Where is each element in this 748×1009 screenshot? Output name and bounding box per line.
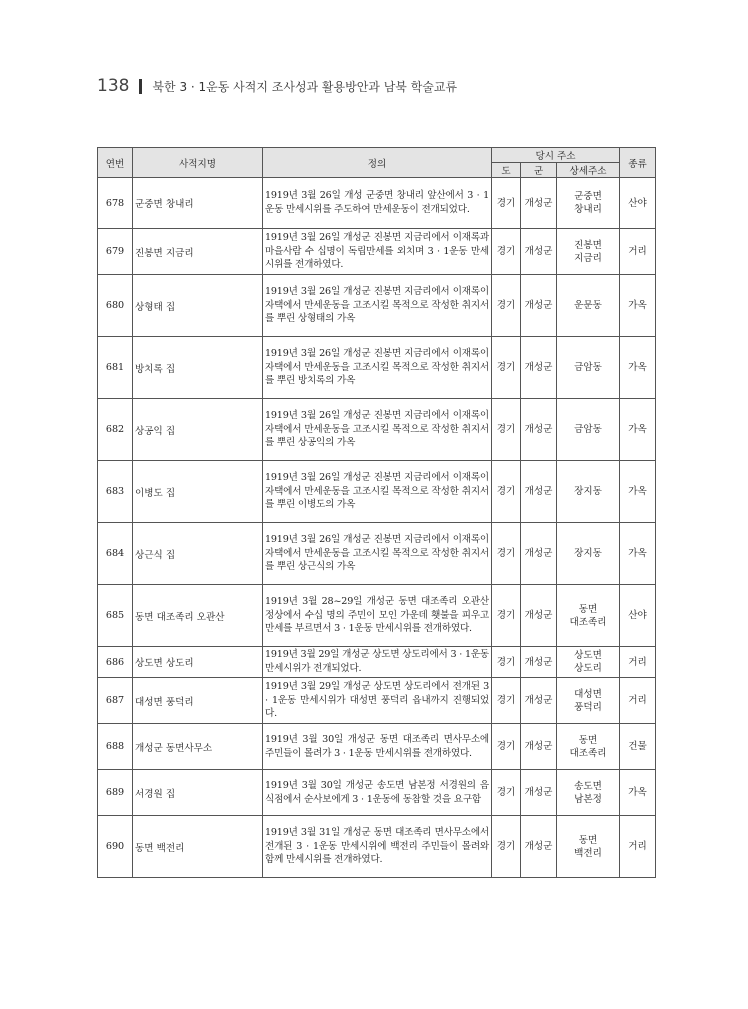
cell-do: 경기 xyxy=(492,523,521,585)
cell-type: 거리 xyxy=(620,229,656,275)
cell-definition: 1919년 3월 26일 개성 군중면 창내리 앞산에서 3 · 1운동 만세시위를 주도하여 만세운동이 전개되었다. xyxy=(263,178,492,229)
col-header-detail: 상세주소 xyxy=(557,163,620,178)
cell-no: 681 xyxy=(98,337,133,399)
cell-detail xyxy=(557,678,620,724)
table-row xyxy=(98,178,656,229)
cell-definition: 1919년 3월 26일 개성군 진봉면 지금리에서 이재록이 자택에서 만세운동을 고조시킬 목적으로 작성한 취지서를 뿌린 상공익의 가옥 xyxy=(263,399,492,461)
table-header xyxy=(98,148,656,178)
cell-no: 680 xyxy=(98,275,133,337)
cell-definition: 1919년 3월 26일 개성군 진봉면 지금리에서 이재록이 자택에서 만세운동을 고조시킬 목적으로 작성한 취지서를 뿌린 이병도의 가옥 xyxy=(263,461,492,523)
cell-detail xyxy=(557,523,620,585)
cell-type: 가옥 xyxy=(620,461,656,523)
cell-type: 산야 xyxy=(620,585,656,647)
cell-detail xyxy=(557,229,620,275)
cell-definition: 1919년 3월 30일 개성군 동면 대조족리 면사무소에 주민들이 몰려가 3 · 1운동 만세시위를 전개하였다. xyxy=(263,724,492,770)
cell-name: 동면 대조족리 오관산 xyxy=(133,585,263,647)
cell-type: 가옥 xyxy=(620,275,656,337)
cell-no: 684 xyxy=(98,523,133,585)
cell-type: 가옥 xyxy=(620,770,656,816)
cell-name: 개성군 동면사무소 xyxy=(133,724,263,770)
detail-line-2: 백전리 xyxy=(574,847,602,859)
cell-gun: 개성군 xyxy=(521,678,557,724)
cell-do: 경기 xyxy=(492,585,521,647)
cell-type: 가옥 xyxy=(620,337,656,399)
cell-name: 상공익 집 xyxy=(133,399,263,461)
table-row xyxy=(98,678,656,724)
page-header xyxy=(97,74,457,98)
cell-gun: 개성군 xyxy=(521,816,557,878)
col-header-type: 종류 xyxy=(620,148,656,178)
cell-name: 상형태 집 xyxy=(133,275,263,337)
detail-line-2: 상도리 xyxy=(574,663,602,674)
cell-no: 688 xyxy=(98,724,133,770)
cell-definition: 1919년 3월 29일 개성군 상도면 상도리에서 전개된 3 · 1운동 만세시위가 대성면 풍덕리 읍내까지 진행되었다. xyxy=(263,678,492,724)
header-separator xyxy=(139,79,142,94)
cell-no: 689 xyxy=(98,770,133,816)
running-title: 북한 3 · 1운동 사적지 조사성과 활용방안과 남북 학술교류 xyxy=(152,79,458,94)
cell-gun: 개성군 xyxy=(521,399,557,461)
cell-detail xyxy=(557,816,620,878)
cell-gun: 개성군 xyxy=(521,647,557,678)
cell-detail xyxy=(557,585,620,647)
cell-type: 거리 xyxy=(620,678,656,724)
cell-gun: 개성군 xyxy=(521,585,557,647)
cell-no: 678 xyxy=(98,178,133,229)
cell-no: 690 xyxy=(98,816,133,878)
cell-name: 이병도 집 xyxy=(133,461,263,523)
cell-detail xyxy=(557,770,620,816)
cell-do: 경기 xyxy=(492,678,521,724)
cell-do: 경기 xyxy=(492,229,521,275)
col-header-definition: 정의 xyxy=(263,148,492,178)
detail-line-1: 장지동 xyxy=(574,548,602,559)
cell-gun: 개성군 xyxy=(521,724,557,770)
detail-line-2: 남본정 xyxy=(574,793,602,805)
cell-gun: 개성군 xyxy=(521,178,557,229)
detail-line-1: 운문동 xyxy=(574,300,602,311)
detail-line-1: 금암동 xyxy=(574,362,602,373)
cell-detail xyxy=(557,275,620,337)
cell-name: 상도면 상도리 xyxy=(133,647,263,678)
table-row xyxy=(98,275,656,337)
detail-line-1: 장지동 xyxy=(574,486,602,497)
page-number: 138 xyxy=(97,76,130,96)
cell-detail xyxy=(557,647,620,678)
cell-detail xyxy=(557,724,620,770)
cell-no: 687 xyxy=(98,678,133,724)
detail-line-1: 금암동 xyxy=(574,424,602,435)
cell-gun: 개성군 xyxy=(521,770,557,816)
cell-type: 가옥 xyxy=(620,399,656,461)
detail-line-1: 상도면 xyxy=(574,650,602,661)
detail-line-1: 송도면 xyxy=(574,780,602,792)
table-body xyxy=(98,178,656,878)
cell-gun: 개성군 xyxy=(521,229,557,275)
detail-line-2: 창내리 xyxy=(574,204,602,215)
cell-detail xyxy=(557,399,620,461)
cell-do: 경기 xyxy=(492,647,521,678)
detail-line-1: 동면 xyxy=(578,603,598,615)
cell-gun: 개성군 xyxy=(521,523,557,585)
cell-detail xyxy=(557,178,620,229)
cell-name: 서경원 집 xyxy=(133,770,263,816)
col-header-gun: 군 xyxy=(521,163,557,178)
cell-definition: 1919년 3월 26일 개성군 진봉면 지금리에서 이재록과 마을사람 수 십명이 독립만세를 외치며 3 · 1운동 만세시위를 전개하였다. xyxy=(263,229,492,275)
cell-no: 686 xyxy=(98,647,133,678)
cell-detail xyxy=(557,337,620,399)
cell-do: 경기 xyxy=(492,816,521,878)
table-row xyxy=(98,337,656,399)
cell-detail xyxy=(557,461,620,523)
detail-line-1: 동면 xyxy=(578,734,598,746)
table-row xyxy=(98,461,656,523)
cell-do: 경기 xyxy=(492,275,521,337)
table-row xyxy=(98,229,656,275)
table-row xyxy=(98,399,656,461)
cell-do: 경기 xyxy=(492,399,521,461)
detail-line-2: 대조족리 xyxy=(569,616,607,628)
detail-line-1: 대성면 xyxy=(574,688,602,700)
cell-type: 가옥 xyxy=(620,523,656,585)
cell-definition: 1919년 3월 28~29일 개성군 동면 대조족리 오관산 정상에서 수십 명의 주민이 모인 가운데 횃불을 피우고 만세를 부르면서 3 · 1운동 만세시위를 전개하였다. xyxy=(263,585,492,647)
table-row xyxy=(98,770,656,816)
detail-line-1: 군중면 xyxy=(574,191,602,202)
cell-do: 경기 xyxy=(492,724,521,770)
cell-definition: 1919년 3월 31일 개성군 동면 대조족리 면사무소에서 전개된 3 · 1운동 만세시위에 백전리 주민들이 몰려와 함께 만세시위를 전개하였다. xyxy=(263,816,492,878)
detail-line-2: 지금리 xyxy=(574,252,602,264)
detail-line-2: 대조족리 xyxy=(569,747,607,759)
cell-name: 진봉면 지금리 xyxy=(133,229,263,275)
table-row xyxy=(98,816,656,878)
cell-name: 대성면 풍덕리 xyxy=(133,678,263,724)
col-header-do: 도 xyxy=(492,163,521,178)
cell-type: 건물 xyxy=(620,724,656,770)
cell-do: 경기 xyxy=(492,337,521,399)
cell-definition: 1919년 3월 26일 개성군 진봉면 지금리에서 이재록이 자택에서 만세운동을 고조시킬 목적으로 작성한 취지서를 뿌린 상형태의 가옥 xyxy=(263,275,492,337)
cell-name: 상근식 집 xyxy=(133,523,263,585)
detail-line-2: 풍덕리 xyxy=(574,701,602,713)
cell-name: 군중면 창내리 xyxy=(133,178,263,229)
cell-type: 거리 xyxy=(620,816,656,878)
cell-definition: 1919년 3월 26일 개성군 진봉면 지금리에서 이재록이 자택에서 만세운동을 고조시킬 목적으로 작성한 취지서를 뿌린 방치록의 가옥 xyxy=(263,337,492,399)
cell-name: 동면 백전리 xyxy=(133,816,263,878)
cell-definition: 1919년 3월 29일 개성군 상도면 상도리에서 3 · 1운동 만세시위가 전개되었다. xyxy=(263,647,492,678)
cell-gun: 개성군 xyxy=(521,461,557,523)
cell-gun: 개성군 xyxy=(521,337,557,399)
col-header-name: 사적지명 xyxy=(133,148,263,178)
cell-type: 거리 xyxy=(620,647,656,678)
cell-do: 경기 xyxy=(492,770,521,816)
cell-no: 679 xyxy=(98,229,133,275)
cell-definition: 1919년 3월 30일 개성군 송도면 남본정 서경원의 음식점에서 순사보에게 3 · 1운동에 동참할 것을 요구함 xyxy=(263,770,492,816)
cell-no: 682 xyxy=(98,399,133,461)
cell-gun: 개성군 xyxy=(521,275,557,337)
cell-do: 경기 xyxy=(492,461,521,523)
cell-no: 683 xyxy=(98,461,133,523)
detail-line-1: 동면 xyxy=(578,834,598,846)
table-row xyxy=(98,647,656,678)
cell-definition: 1919년 3월 26일 개성군 진봉면 지금리에서 이재록이 자택에서 만세운동을 고조시킬 목적으로 작성한 취지서를 뿌린 상근식의 가옥 xyxy=(263,523,492,585)
table-row xyxy=(98,585,656,647)
cell-do: 경기 xyxy=(492,178,521,229)
table-row xyxy=(98,724,656,770)
table-row xyxy=(98,523,656,585)
col-header-address-group: 당시 주소 xyxy=(492,148,620,163)
detail-line-1: 진봉면 xyxy=(574,239,602,251)
cell-type: 산야 xyxy=(620,178,656,229)
col-header-no: 연번 xyxy=(98,148,133,178)
cell-no: 685 xyxy=(98,585,133,647)
cell-name: 방치록 집 xyxy=(133,337,263,399)
historic-sites-table xyxy=(97,147,656,878)
